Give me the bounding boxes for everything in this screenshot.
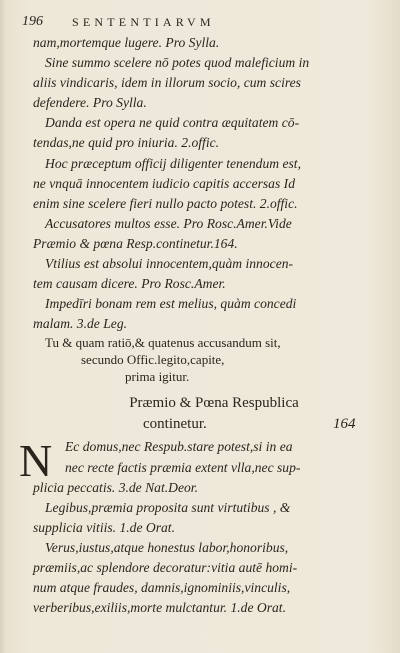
text-line: Præmio & pœna Resp.continetur.164. xyxy=(33,235,238,251)
text-line: num atque fraudes, damnis,ignominiis,vinculis, xyxy=(33,580,291,596)
text-line: Vtilius est absolui innocentem,quàm innocen- xyxy=(45,256,294,272)
running-head: SENTENTIARVM xyxy=(72,15,215,29)
section-number: 164 xyxy=(333,416,356,433)
text-line: malam. 3.de Leg. xyxy=(33,316,128,332)
drop-cap-letter: N xyxy=(19,435,53,487)
text-line: aliis vindicaris, idem in illorum socio, cum scires xyxy=(33,75,301,91)
text-line: tendas,ne quid pro iniuria. 2.offic. xyxy=(33,135,220,151)
section-subtitle xyxy=(33,413,383,435)
page-header xyxy=(22,14,382,34)
text-line: defendere. Pro Sylla. xyxy=(33,95,147,111)
note-line: secundo Offic.legito,capite, xyxy=(81,352,225,368)
note-line: prima igitur. xyxy=(125,369,190,385)
text-line: Verus,iustus,atque honestus labor,honoribus, xyxy=(45,539,289,555)
text-line: Impedīri bonam rem est melius, quàm concedi xyxy=(45,296,297,312)
text-line: Accusatores multos esse. Pro Rosc.Amer.Vide xyxy=(45,215,292,231)
text-line: tem causam dicere. Pro Rosc.Amer. xyxy=(33,276,226,292)
note-line: Tu & quam ratiō,& quatenus accusandum sit, xyxy=(45,335,281,351)
text-line: præmiis,ac splendore decoratur:vitia autē homi- xyxy=(33,559,298,575)
page-number: 196 xyxy=(22,14,43,29)
text-line: verberibus,exiliis,morte mulctantur. 1.de Orat. xyxy=(33,600,286,616)
section-subtitle-text: continetur. xyxy=(143,416,207,433)
text-line: nam,mortemque lugere. Pro Sylla. xyxy=(33,35,220,50)
text-line: Hoc præceptum officij diligenter tenendum est, xyxy=(45,155,301,171)
text-line: Ec domus,nec Respub.stare potest,si in ea xyxy=(65,439,293,455)
text-line: Sine summo scelere nō potes quod maleficium in xyxy=(45,55,310,71)
text-line: Danda est opera ne quid contra æquitatem cō- xyxy=(45,115,300,131)
text-line: supplicia vitiis. 1.de Orat. xyxy=(33,519,175,535)
page-body xyxy=(19,33,383,618)
text-line: ne vnquā innocentem iudicio capitis accersas Id xyxy=(33,175,295,191)
section-title: Præmio & Pœna Respublica xyxy=(129,395,299,412)
dropcap-paragraph xyxy=(19,435,383,497)
text-line: Legibus,præmia proposita sunt virtutibus , & xyxy=(45,499,291,515)
text-line: enim sine scelere fieri nullo pacto potest. 2.offic. xyxy=(33,195,298,211)
text-line: plicia peccatis. 3.de Nat.Deor. xyxy=(33,479,198,495)
text-line: nec recte factis præmia extent vlla,nec sup- xyxy=(65,459,301,475)
